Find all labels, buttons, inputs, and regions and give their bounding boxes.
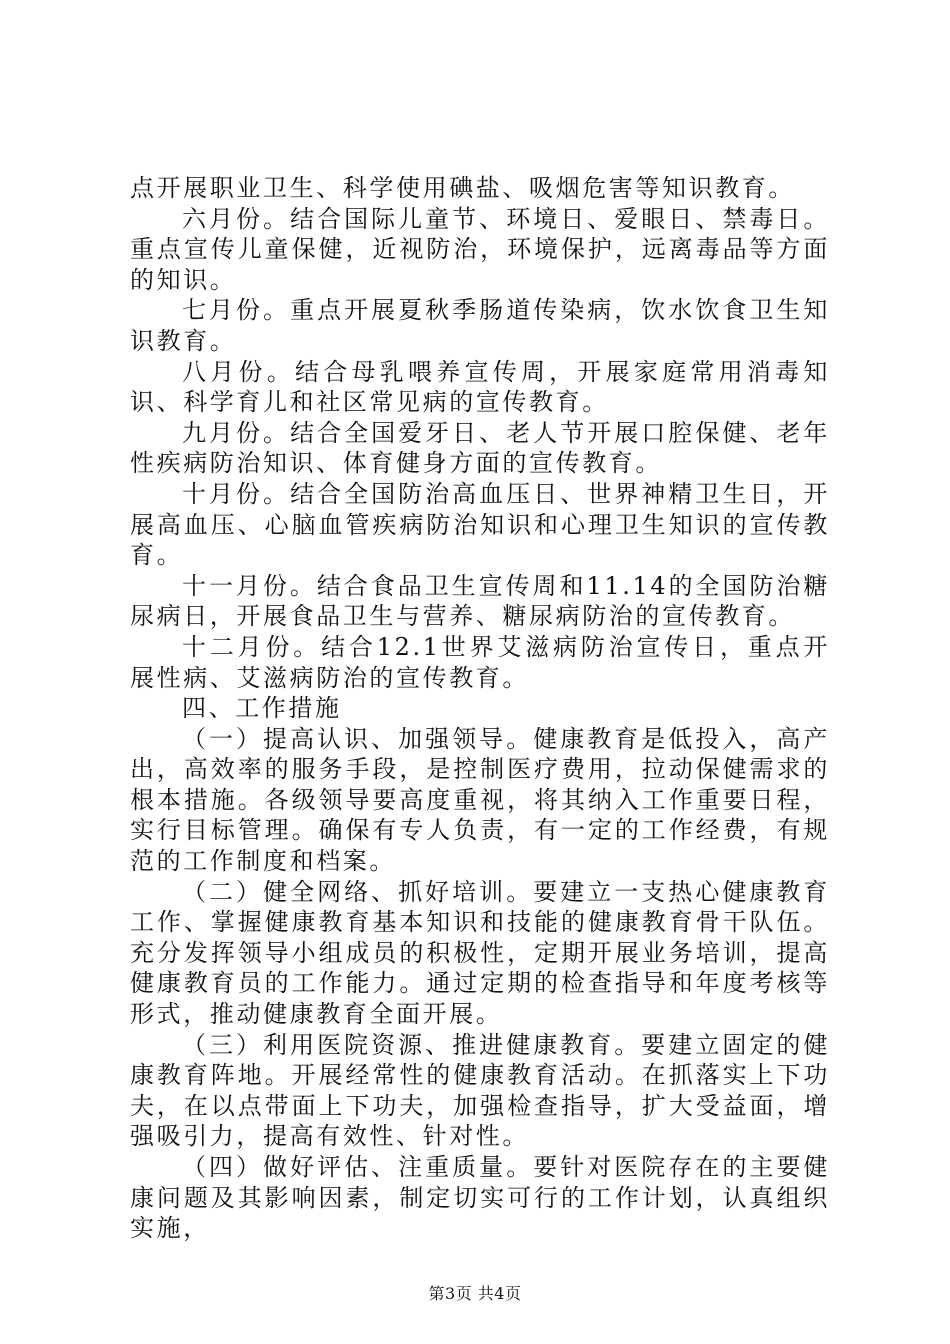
paragraph-8: 十二月份。结合12.1世界艾滋病防治宣传日，重点开展性病、艾滋病防治的宣传教育。 bbox=[130, 632, 830, 692]
paragraph-12: （三）利用医院资源、推进健康教育。要建立固定的健康教育阵地。开展经常性的健康教育活动。在抓落实上下功夫，在以点带面上下功夫，加强检查指导，扩大受益面，增强吸引力，提高有效性、针对性。 bbox=[130, 1030, 830, 1151]
paragraph-10: （一）提高认识、加强领导。健康教育是低投入，高产出，高效率的服务手段，是控制医疗费用，拉动保健需求的根本措施。各级领导要高度重视，将其纳入工作重要日程，实行目标管理。确保有专人负责，有一定的工作经费，有规范的工作制度和档案。 bbox=[130, 724, 830, 876]
paragraph-1: 点开展职业卫生、科学使用碘盐、吸烟危害等知识教育。 bbox=[130, 174, 795, 202]
paragraph-2: 六月份。结合国际儿童节、环境日、爱眼日、禁毒日。重点宣传儿童保健，近视防治，环境保护，远离毒品等方面的知识。 bbox=[130, 204, 830, 294]
document-body bbox=[130, 173, 830, 1244]
paragraph-7: 十一月份。结合食品卫生宣传周和11.14的全国防治糖尿病日，开展食品卫生与营养、糖尿病防治的宣传教育。 bbox=[130, 571, 830, 631]
paragraph-6: 十月份。结合全国防治高血压日、世界神精卫生日，开展高血压、心脑血管疾病防治知识和心理卫生知识的宣传教育。 bbox=[130, 479, 830, 570]
paragraph-13: （四）做好评估、注重质量。要针对医院存在的主要健康问题及其影响因素，制定切实可行的工作计划，认真组织实施， bbox=[130, 1153, 830, 1243]
section-heading: 四、工作措施 bbox=[182, 694, 342, 723]
paragraph-3: 七月份。重点开展夏秋季肠道传染病，饮水饮食卫生知识教育。 bbox=[130, 296, 830, 355]
paragraph-4: 八月份。结合母乳喂养宣传周，开展家庭常用消毒知识、科学育儿和社区常见病的宣传教育。 bbox=[130, 357, 830, 417]
paragraph-5: 九月份。结合全国爱牙日、老人节开展口腔保健、老年性疾病防治知识、体育健身方面的宣传教育。 bbox=[130, 418, 830, 478]
page-number-footer: 第3页 共4页 bbox=[428, 1284, 522, 1303]
paragraph-11: （二）健全网络、抓好培训。要建立一支热心健康教育工作、掌握健康教育基本知识和技能的健康教育骨干队伍。充分发挥领导小组成员的积极性，定期开展业务培训，提高健康教育员的工作能力。通过定期的检查指导和年度考核等形式，推动健康教育全面开展。 bbox=[130, 877, 830, 1029]
